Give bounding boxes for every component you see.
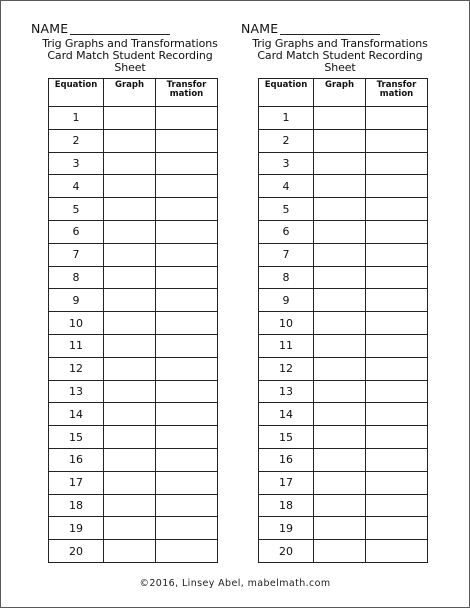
transformation-answer-cell[interactable] xyxy=(156,494,218,517)
equation-number-cell: 12 xyxy=(259,357,314,380)
table-row xyxy=(49,471,218,494)
equation-number-cell: 17 xyxy=(259,471,314,494)
equation-number-cell: 1 xyxy=(259,107,314,130)
equation-number-cell: 10 xyxy=(259,312,314,335)
sheet-title xyxy=(35,38,225,74)
table-row xyxy=(49,380,218,403)
equation-number-cell: 18 xyxy=(259,494,314,517)
transformation-answer-cell[interactable] xyxy=(156,107,218,130)
transformation-answer-cell[interactable] xyxy=(366,357,428,380)
transformation-answer-cell[interactable] xyxy=(156,152,218,175)
sheet-title xyxy=(245,38,435,74)
table-row xyxy=(49,494,218,517)
equation-number-cell: 3 xyxy=(259,152,314,175)
equation-number-cell: 19 xyxy=(49,517,104,540)
graph-answer-cell[interactable] xyxy=(104,243,156,266)
title-line: Card Match Student Recording xyxy=(47,49,213,62)
graph-answer-cell[interactable] xyxy=(314,129,366,152)
graph-answer-cell[interactable] xyxy=(104,380,156,403)
transformation-answer-cell[interactable] xyxy=(156,471,218,494)
table-row xyxy=(49,198,218,221)
graph-answer-cell[interactable] xyxy=(104,357,156,380)
equation-number-cell: 16 xyxy=(49,448,104,471)
transformation-answer-cell[interactable] xyxy=(366,289,428,312)
equation-number-cell: 2 xyxy=(49,129,104,152)
equation-number-cell: 4 xyxy=(259,175,314,198)
equation-number-cell: 20 xyxy=(259,540,314,563)
equation-number-cell: 10 xyxy=(49,312,104,335)
title-line: Card Match Student Recording xyxy=(257,49,423,62)
transformation-answer-cell[interactable] xyxy=(366,517,428,540)
table-row xyxy=(259,471,428,494)
graph-answer-cell[interactable] xyxy=(104,471,156,494)
table-row xyxy=(49,152,218,175)
equation-number-cell: 5 xyxy=(259,198,314,221)
table-row xyxy=(259,107,428,130)
table-row xyxy=(259,312,428,335)
transformation-answer-cell[interactable] xyxy=(156,540,218,563)
graph-answer-cell[interactable] xyxy=(104,289,156,312)
transformation-answer-cell[interactable] xyxy=(366,129,428,152)
transformation-answer-cell[interactable] xyxy=(156,517,218,540)
title-line: Trig Graphs and Transformations xyxy=(42,37,218,50)
graph-answer-cell[interactable] xyxy=(104,312,156,335)
table-row xyxy=(259,289,428,312)
transformation-header: Transfor mation xyxy=(156,79,218,107)
table-row xyxy=(49,266,218,289)
graph-answer-cell[interactable] xyxy=(314,494,366,517)
name-line xyxy=(241,21,431,35)
graph-answer-cell[interactable] xyxy=(314,426,366,449)
name-blank-line[interactable] xyxy=(70,24,170,35)
transformation-answer-cell[interactable] xyxy=(366,312,428,335)
equation-number-cell: 11 xyxy=(49,334,104,357)
transformation-answer-cell[interactable] xyxy=(366,334,428,357)
table-row xyxy=(49,334,218,357)
graph-answer-cell[interactable] xyxy=(104,426,156,449)
graph-answer-cell[interactable] xyxy=(314,448,366,471)
graph-answer-cell[interactable] xyxy=(314,198,366,221)
graph-answer-cell[interactable] xyxy=(314,380,366,403)
equation-header: Equation xyxy=(49,79,104,107)
transformation-answer-cell[interactable] xyxy=(366,243,428,266)
table-row xyxy=(259,334,428,357)
transformation-answer-cell[interactable] xyxy=(156,289,218,312)
table-row xyxy=(49,220,218,243)
transformation-answer-cell[interactable] xyxy=(156,129,218,152)
transformation-answer-cell[interactable] xyxy=(366,448,428,471)
transformation-answer-cell[interactable] xyxy=(156,243,218,266)
table-row xyxy=(49,243,218,266)
table-row xyxy=(49,426,218,449)
equation-number-cell: 6 xyxy=(49,220,104,243)
table-row xyxy=(259,517,428,540)
table-row xyxy=(259,380,428,403)
equation-number-cell: 8 xyxy=(49,266,104,289)
title-line: Trig Graphs and Transformations xyxy=(252,37,428,50)
table-row xyxy=(49,540,218,563)
equation-number-cell: 17 xyxy=(49,471,104,494)
equation-number-cell: 14 xyxy=(259,403,314,426)
equation-header: Equation xyxy=(259,79,314,107)
graph-answer-cell[interactable] xyxy=(104,198,156,221)
table-row xyxy=(259,494,428,517)
equation-number-cell: 19 xyxy=(259,517,314,540)
table-row xyxy=(259,540,428,563)
graph-answer-cell[interactable] xyxy=(104,266,156,289)
title-line: Sheet xyxy=(324,61,356,74)
table-row xyxy=(259,357,428,380)
graph-answer-cell[interactable] xyxy=(104,175,156,198)
graph-answer-cell[interactable] xyxy=(104,494,156,517)
transformation-answer-cell[interactable] xyxy=(156,334,218,357)
table-row xyxy=(259,448,428,471)
header-row xyxy=(49,79,218,107)
table-row xyxy=(259,220,428,243)
graph-answer-cell[interactable] xyxy=(314,334,366,357)
equation-number-cell: 9 xyxy=(259,289,314,312)
graph-answer-cell[interactable] xyxy=(104,107,156,130)
equation-number-cell: 12 xyxy=(49,357,104,380)
graph-answer-cell[interactable] xyxy=(314,471,366,494)
transformation-answer-cell[interactable] xyxy=(366,152,428,175)
table-row xyxy=(49,312,218,335)
equation-number-cell: 7 xyxy=(259,243,314,266)
transformation-answer-cell[interactable] xyxy=(156,175,218,198)
table-row xyxy=(259,266,428,289)
transformation-answer-cell[interactable] xyxy=(366,175,428,198)
transformation-answer-cell[interactable] xyxy=(156,198,218,221)
graph-answer-cell[interactable] xyxy=(104,517,156,540)
graph-answer-cell[interactable] xyxy=(314,517,366,540)
graph-answer-cell[interactable] xyxy=(314,357,366,380)
table-row xyxy=(259,403,428,426)
table-row xyxy=(49,517,218,540)
graph-answer-cell[interactable] xyxy=(104,448,156,471)
graph-answer-cell[interactable] xyxy=(314,175,366,198)
transformation-answer-cell[interactable] xyxy=(366,426,428,449)
equation-number-cell: 15 xyxy=(259,426,314,449)
transformation-answer-cell[interactable] xyxy=(156,380,218,403)
equation-number-cell: 6 xyxy=(259,220,314,243)
table-row xyxy=(49,289,218,312)
transformation-answer-cell[interactable] xyxy=(366,198,428,221)
graph-answer-cell[interactable] xyxy=(104,334,156,357)
equation-number-cell: 2 xyxy=(259,129,314,152)
graph-answer-cell[interactable] xyxy=(314,243,366,266)
graph-answer-cell[interactable] xyxy=(314,312,366,335)
table-row xyxy=(49,357,218,380)
right-recording-sheet xyxy=(241,21,431,558)
table-row xyxy=(49,448,218,471)
transformation-answer-cell[interactable] xyxy=(156,266,218,289)
recording-table xyxy=(48,78,218,563)
transformation-answer-cell[interactable] xyxy=(366,266,428,289)
name-blank-line[interactable] xyxy=(280,24,380,35)
graph-answer-cell[interactable] xyxy=(314,403,366,426)
transformation-answer-cell[interactable] xyxy=(156,403,218,426)
equation-number-cell: 14 xyxy=(49,403,104,426)
table-row xyxy=(49,403,218,426)
left-recording-sheet xyxy=(31,21,221,558)
transformation-answer-cell[interactable] xyxy=(156,312,218,335)
transformation-answer-cell[interactable] xyxy=(366,220,428,243)
transformation-answer-cell[interactable] xyxy=(156,357,218,380)
transformation-answer-cell[interactable] xyxy=(366,540,428,563)
equation-number-cell: 15 xyxy=(49,426,104,449)
graph-answer-cell[interactable] xyxy=(314,220,366,243)
graph-answer-cell[interactable] xyxy=(104,129,156,152)
graph-header: Graph xyxy=(104,79,156,107)
transformation-answer-cell[interactable] xyxy=(366,471,428,494)
transformation-answer-cell[interactable] xyxy=(156,220,218,243)
equation-number-cell: 5 xyxy=(49,198,104,221)
graph-answer-cell[interactable] xyxy=(314,540,366,563)
equation-number-cell: 9 xyxy=(49,289,104,312)
copyright-footer: ©2016, Linsey Abel, mabelmath.com xyxy=(139,578,331,589)
graph-answer-cell[interactable] xyxy=(314,266,366,289)
name-line xyxy=(31,21,221,35)
table-row xyxy=(49,129,218,152)
equation-number-cell: 7 xyxy=(49,243,104,266)
graph-answer-cell[interactable] xyxy=(314,289,366,312)
graph-answer-cell[interactable] xyxy=(104,403,156,426)
name-label: NAME xyxy=(241,21,279,36)
equation-number-cell: 18 xyxy=(49,494,104,517)
header-row xyxy=(259,79,428,107)
equation-number-cell: 4 xyxy=(49,175,104,198)
graph-answer-cell[interactable] xyxy=(314,107,366,130)
table-row xyxy=(49,107,218,130)
graph-answer-cell[interactable] xyxy=(314,152,366,175)
transformation-answer-cell[interactable] xyxy=(156,448,218,471)
graph-answer-cell[interactable] xyxy=(104,220,156,243)
equation-number-cell: 3 xyxy=(49,152,104,175)
table-row xyxy=(49,175,218,198)
transformation-answer-cell[interactable] xyxy=(366,380,428,403)
transformation-answer-cell[interactable] xyxy=(156,426,218,449)
table-row xyxy=(259,426,428,449)
equation-number-cell: 1 xyxy=(49,107,104,130)
table-row xyxy=(259,129,428,152)
table-row xyxy=(259,243,428,266)
equation-number-cell: 11 xyxy=(259,334,314,357)
equation-number-cell: 13 xyxy=(259,380,314,403)
name-label: NAME xyxy=(31,21,69,36)
graph-header: Graph xyxy=(314,79,366,107)
transformation-answer-cell[interactable] xyxy=(366,403,428,426)
equation-number-cell: 20 xyxy=(49,540,104,563)
graph-answer-cell[interactable] xyxy=(104,540,156,563)
transformation-answer-cell[interactable] xyxy=(366,107,428,130)
transformation-header: Transfor mation xyxy=(366,79,428,107)
title-line: Sheet xyxy=(114,61,146,74)
transformation-answer-cell[interactable] xyxy=(366,494,428,517)
graph-answer-cell[interactable] xyxy=(104,152,156,175)
equation-number-cell: 8 xyxy=(259,266,314,289)
equation-number-cell: 16 xyxy=(259,448,314,471)
table-row xyxy=(259,152,428,175)
table-row xyxy=(259,175,428,198)
table-row xyxy=(259,198,428,221)
recording-table xyxy=(258,78,428,563)
equation-number-cell: 13 xyxy=(49,380,104,403)
